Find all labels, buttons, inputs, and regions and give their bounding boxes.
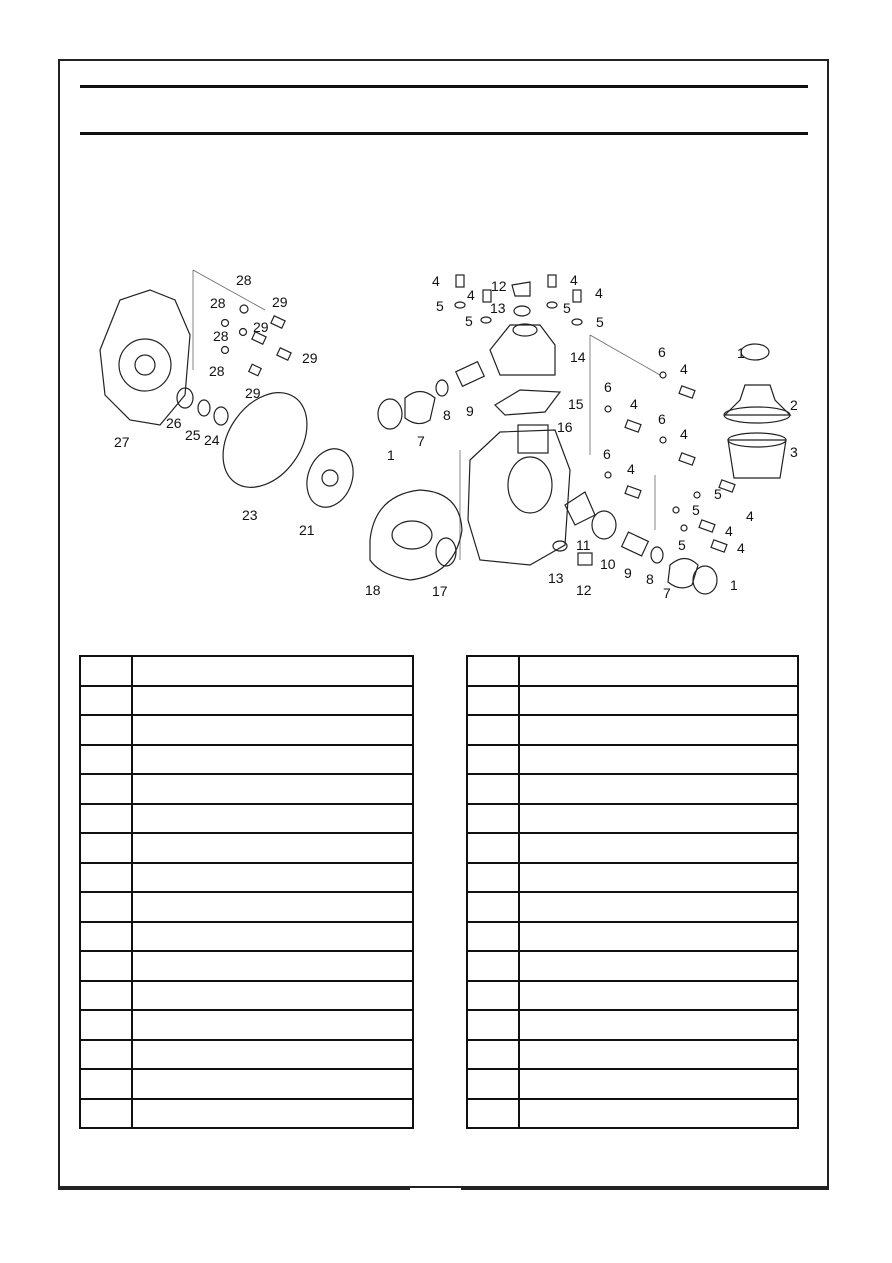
label-24: 24 (204, 432, 220, 448)
label-27: 27 (114, 434, 130, 450)
part-10-shape (592, 511, 616, 539)
part-description-cell (132, 774, 413, 804)
table-row (80, 804, 413, 834)
part-description-cell (132, 745, 413, 775)
part-description-cell (132, 686, 413, 716)
table-row (80, 686, 413, 716)
table-row (80, 922, 413, 952)
label-28-a: 28 (236, 272, 252, 288)
part-number-cell (80, 833, 132, 863)
table-row (467, 1099, 798, 1129)
parts-table-right (466, 655, 799, 1129)
part-description-cell (132, 863, 413, 893)
table-row (467, 863, 798, 893)
part-number-cell (467, 774, 519, 804)
label-15: 15 (568, 396, 584, 412)
label-5-a: 5 (436, 298, 444, 314)
label-4-i: 4 (746, 508, 754, 524)
footer-line-right (461, 1188, 829, 1190)
table-row (80, 951, 413, 981)
table-row (80, 833, 413, 863)
table-row (467, 715, 798, 745)
part-number-cell (80, 981, 132, 1011)
part-3-shape (728, 440, 786, 478)
label-26: 26 (166, 415, 182, 431)
table-row (467, 1069, 798, 1099)
table-row (467, 656, 798, 686)
label-5-d: 5 (596, 314, 604, 330)
part-number-cell (80, 686, 132, 716)
label-5-c: 5 (563, 300, 571, 316)
part-number-cell (80, 892, 132, 922)
label-7-right: 7 (663, 585, 671, 601)
label-5-b: 5 (465, 313, 473, 329)
label-4-g: 4 (680, 426, 688, 442)
part-description-cell (519, 804, 798, 834)
part-description-cell (132, 1010, 413, 1040)
label-29-b: 29 (253, 319, 269, 335)
label-13-top: 13 (490, 300, 506, 316)
part-number-cell (80, 774, 132, 804)
label-4-b: 4 (467, 287, 475, 303)
table-row (467, 686, 798, 716)
part-21-shape (299, 442, 361, 513)
table-row (80, 745, 413, 775)
part-15-shape (495, 390, 560, 415)
label-13-bottom: 13 (548, 570, 564, 586)
part-description-cell (519, 833, 798, 863)
label-4-d: 4 (595, 285, 603, 301)
label-2: 2 (790, 397, 798, 413)
part-number-cell (467, 715, 519, 745)
label-8-right: 8 (646, 571, 654, 587)
table-row (80, 863, 413, 893)
label-18: 18 (365, 582, 381, 598)
footer-line-left (58, 1188, 410, 1190)
label-9-right: 9 (624, 565, 632, 581)
table-row (467, 892, 798, 922)
part-description-cell (519, 981, 798, 1011)
part-number-cell (467, 863, 519, 893)
label-25: 25 (185, 427, 201, 443)
label-4-j: 4 (725, 523, 733, 539)
label-16: 16 (557, 419, 573, 435)
part-description-cell (519, 1040, 798, 1070)
table-row (467, 922, 798, 952)
part-number-cell (467, 1010, 519, 1040)
table-row (80, 892, 413, 922)
label-23: 23 (242, 507, 258, 523)
label-11: 11 (576, 537, 591, 553)
part-description-cell (519, 686, 798, 716)
table-row (80, 1040, 413, 1070)
label-12-bottom: 12 (576, 582, 592, 598)
label-1-right: 1 (730, 577, 738, 593)
table-row (467, 745, 798, 775)
label-8-left: 8 (443, 407, 451, 423)
part-27-shape (100, 290, 190, 425)
part-description-cell (132, 922, 413, 952)
label-29-a: 29 (272, 294, 288, 310)
label-17: 17 (432, 583, 448, 599)
label-28-b: 28 (210, 295, 226, 311)
part-number-cell (80, 656, 132, 686)
part-number-cell (80, 1040, 132, 1070)
part-number-cell (80, 1010, 132, 1040)
part-2-shape (725, 385, 790, 415)
part-number-cell (467, 686, 519, 716)
part-number-cell (80, 1099, 132, 1129)
part-number-cell (467, 1040, 519, 1070)
part-description-cell (519, 1069, 798, 1099)
label-6-c: 6 (658, 411, 666, 427)
table-row (467, 774, 798, 804)
table-row (467, 1040, 798, 1070)
part-description-cell (132, 804, 413, 834)
part-number-cell (467, 804, 519, 834)
label-4-a: 4 (432, 273, 440, 289)
label-5-e: 5 (714, 486, 722, 502)
diagram-svg (80, 255, 810, 610)
label-1-top: 1 (737, 345, 745, 361)
part-number-cell (80, 951, 132, 981)
label-1-left: 1 (387, 447, 395, 463)
part-description-cell (132, 833, 413, 863)
part-number-cell (80, 863, 132, 893)
part-number-cell (467, 656, 519, 686)
label-4-f: 4 (630, 396, 638, 412)
part-number-cell (467, 1069, 519, 1099)
part-number-cell (467, 981, 519, 1011)
label-28-d: 28 (209, 363, 225, 379)
part-description-cell (519, 951, 798, 981)
label-6-a: 6 (658, 344, 666, 360)
part-description-cell (519, 774, 798, 804)
header-rule-bottom (80, 132, 808, 135)
part-description-cell (519, 863, 798, 893)
table-row (80, 715, 413, 745)
label-5-g: 5 (678, 537, 686, 553)
label-29-d: 29 (245, 385, 261, 401)
table-row (467, 833, 798, 863)
part-number-cell (467, 1099, 519, 1129)
label-28-c: 28 (213, 328, 229, 344)
table-row (80, 1069, 413, 1099)
table-row (467, 1010, 798, 1040)
label-4-k: 4 (737, 540, 745, 556)
part-number-cell (467, 745, 519, 775)
label-4-h: 4 (627, 461, 635, 477)
label-21: 21 (299, 522, 315, 538)
exploded-parts-diagram (80, 255, 810, 610)
part-description-cell (132, 981, 413, 1011)
label-6-b: 6 (604, 379, 612, 395)
part-24-shape (214, 407, 228, 425)
part-description-cell (132, 656, 413, 686)
label-9-left: 9 (466, 403, 474, 419)
part-description-cell (519, 656, 798, 686)
part-description-cell (132, 715, 413, 745)
part-18-shape (370, 490, 462, 580)
part-description-cell (519, 745, 798, 775)
part-14-shape (490, 325, 555, 375)
part-number-cell (80, 1069, 132, 1099)
part-description-cell (519, 1099, 798, 1129)
parts-table-left (79, 655, 414, 1129)
part-number-cell (80, 715, 132, 745)
part-description-cell (132, 1040, 413, 1070)
table-row (80, 1010, 413, 1040)
part-11-shape (565, 492, 595, 525)
part-17-shape (436, 538, 456, 566)
label-4-c: 4 (570, 272, 578, 288)
table-row (80, 981, 413, 1011)
part-number-cell (467, 833, 519, 863)
part-description-cell (132, 1069, 413, 1099)
part-7-left-shape (405, 392, 435, 424)
table-row (467, 981, 798, 1011)
label-29-c: 29 (302, 350, 318, 366)
part-number-cell (467, 951, 519, 981)
label-12-top: 12 (491, 278, 507, 294)
part-description-cell (519, 922, 798, 952)
part-description-cell (132, 892, 413, 922)
part-number-cell (80, 804, 132, 834)
table-row (80, 656, 413, 686)
part-number-cell (80, 745, 132, 775)
table-row (467, 804, 798, 834)
label-5-f: 5 (692, 502, 700, 518)
label-6-d: 6 (603, 446, 611, 462)
part-description-cell (519, 715, 798, 745)
part-number-cell (80, 922, 132, 952)
part-description-cell (132, 1099, 413, 1129)
header-rule-top (80, 85, 808, 88)
part-16-casing-shape (468, 430, 570, 565)
label-14: 14 (570, 349, 586, 365)
table-row (80, 1099, 413, 1129)
table-row (467, 951, 798, 981)
part-number-cell (467, 892, 519, 922)
label-10: 10 (600, 556, 616, 572)
label-3: 3 (790, 444, 798, 460)
part-description-cell (132, 951, 413, 981)
label-4-e: 4 (680, 361, 688, 377)
table-row (80, 774, 413, 804)
part-25-shape (198, 400, 210, 416)
part-description-cell (519, 892, 798, 922)
part-description-cell (519, 1010, 798, 1040)
part-number-cell (467, 922, 519, 952)
label-7-left: 7 (417, 433, 425, 449)
